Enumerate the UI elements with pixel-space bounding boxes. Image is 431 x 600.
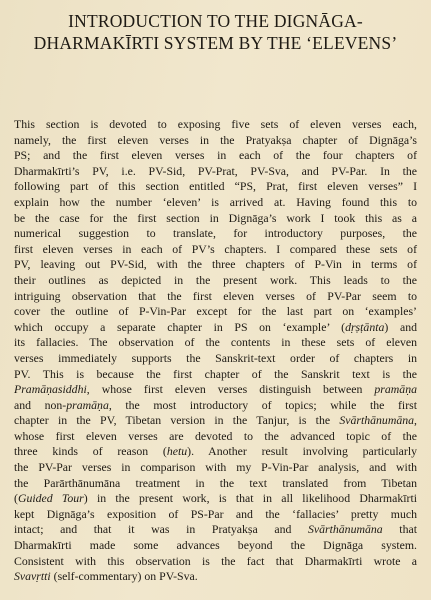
body-line: the Parārthānumāna treatment in the text translated from Tibetan [14,475,417,490]
body-line: kept Dignāga’s exposition of PS-Par and the ‘fallacies’ pretty much [14,506,417,521]
chapter-title-line-1: INTRODUCTION TO THE DIGNĀGA- [68,11,363,31]
chapter-title [14,10,417,54]
body-line: chapter in the PV, Tibetan version in the Tanjur, is the Svārthānumāna, [14,413,417,428]
body-line: numerical suggestion to translate, for introductory purposes, the [14,226,417,241]
body-line: three kinds of reason (hetu). Another result involving particularly [14,444,417,459]
body-line: explain how the number ‘eleven’ is arrived at. Having found this to [14,194,417,209]
body-line: its fallacies. The observation of the contents in these sets of eleven [14,335,417,350]
body-line: This section is devoted to exposing five sets of eleven verses each, [14,117,417,131]
body-line: whose first eleven verses are devoted to the advanced topic of the [14,428,417,443]
body-line: intriguing observation that the first eleven verses of PV-Par seem to [14,288,417,303]
body-line: their outlines as depicted in the present work. This leads to the [14,272,417,287]
body-line: the PV-Par verses in comparison with my P-Vin-Par analysis, and with [14,460,417,475]
body-line: PV, leaving out PV-Sid, with the three chapters of P-Vin in terms of [14,257,417,272]
body-line: be the case for the first section in Dignāga’s work I took this as a [14,210,417,225]
chapter-title-line-2: DHARMAKĪRTI SYSTEM BY THE ‘ELEVENS’ [33,33,398,53]
body-line: PV. This is because the first chapter of the Sanskrit text is the [14,366,417,381]
body-line: Pramāṇasiddhi, whose first eleven verses distinguish between pramāṇa [14,382,417,397]
body-line: Dharmakīrti made some advances beyond the Dignāga system. [14,538,417,553]
body-line: intact; and that it was in Pratyakṣa and Svārthānumāna that [14,522,417,537]
body-line: verses immediately supports the Sanskrit-text order of chapters in [14,350,417,365]
body-line: cover the outline of P-Vin-Par except for the last part on ‘examples’ [14,304,417,319]
body-line: which occupy a separate chapter in PS on ‘example’ (dṛṣṭānta) and [14,319,417,334]
body-line: first eleven verses in each of PV’s chapters. I compared these sets of [14,241,417,256]
body-paragraph [14,117,417,585]
body-line: Svavṛtti (self-commentary) on PV-Sva. [14,569,198,584]
body-line: following part of this section entitled “PS, Prat, first eleven verses” I [14,179,417,194]
body-line: Dharmakīrti’s PV, i.e. PV-Sid, PV-Prat, PV-Sva, and PV-Par. In the [14,163,417,178]
body-line: Consistent with this observation is the fact that Dharmakīrti wrote a [14,553,417,568]
body-line: PS; and the first eleven verses in each of the four chapters of [14,148,417,163]
body-line: namely, the first eleven verses in the Pratyakṣa chapter of Dignāga’s [14,132,417,147]
body-line: and non-pramāṇa, the most introductory of topics; while the first [14,397,417,412]
body-line: (Guided Tour) in the present work, is that in all likelihood Dharmakīrti [14,491,417,506]
